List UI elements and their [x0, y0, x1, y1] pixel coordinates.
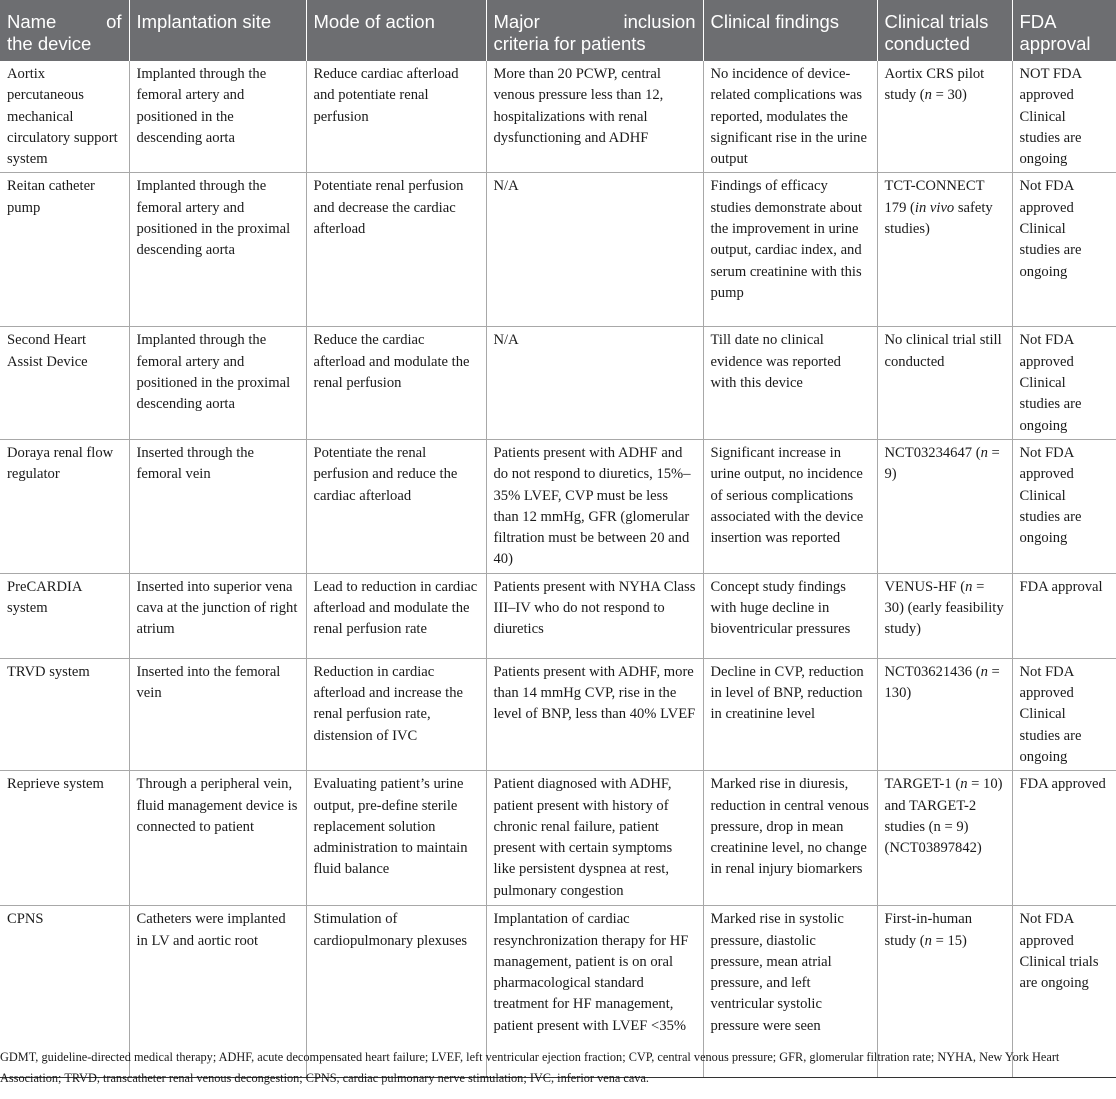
device-name-cell: Reitan catheter pump — [0, 173, 129, 327]
mode-of-action-cell: Stimulation of cardiopulmonary plexuses — [306, 906, 486, 1078]
mode-of-action-cell: Potentiate the renal perfusion and reduce the cardiac afterload — [306, 439, 486, 573]
implantation-site-cell: Through a peripheral vein, fluid management device is connected to patient — [129, 771, 306, 906]
device-name-cell: Aortix percutaneous mechanical circulatory support system — [0, 61, 129, 173]
header-device-name: Name of the device — [0, 0, 129, 61]
mode-of-action-cell: Potentiate renal perfusion and decrease the cardiac afterload — [306, 173, 486, 327]
mode-of-action-cell: Reduce cardiac afterload and potentiate renal perfusion — [306, 61, 486, 173]
inclusion-criteria-cell: N/A — [486, 173, 703, 327]
fda-approval-cell: FDA approval — [1012, 573, 1116, 658]
header-fda-approval: FDA approval — [1012, 0, 1116, 61]
implantation-site-cell: Inserted into superior vena cava at the junction of right atrium — [129, 573, 306, 658]
clinical-findings-cell: Marked rise in systolic pressure, diastolic pressure, mean atrial pressure, and left ventricular systolic pressure were seen — [703, 906, 877, 1078]
fda-approval-cell: Not FDA approved Clinical studies are ongoing — [1012, 173, 1116, 327]
clinical-findings-cell: Marked rise in diuresis, reduction in central venous pressure, drop in mean creatinine level, no change in renal injury biomarkers — [703, 771, 877, 906]
clinical-trials-cell: Aortix CRS pilot study (n = 30) — [877, 61, 1012, 173]
implantation-site-cell: Inserted through the femoral vein — [129, 439, 306, 573]
inclusion-criteria-cell: N/A — [486, 327, 703, 439]
table-row — [0, 327, 1116, 439]
header-inclusion-criteria: Major inclusion criteria for patients — [486, 0, 703, 61]
clinical-findings-cell: Findings of efficacy studies demonstrate about the improvement in urine output, cardiac index, and serum creatinine with this pump — [703, 173, 877, 327]
clinical-findings-cell: No incidence of device-related complications was reported, modulates the significant rise in the urine output — [703, 61, 877, 173]
clinical-trials-cell: TARGET-1 (n = 10) and TARGET-2 studies (n = 9) (NCT03897842) — [877, 771, 1012, 906]
clinical-trials-cell: First-in-human study (n = 15) — [877, 906, 1012, 1078]
clinical-trials-cell: NCT03234647 (n = 9) — [877, 439, 1012, 573]
table-row — [0, 573, 1116, 658]
inclusion-criteria-cell: Patient diagnosed with ADHF, patient present with history of chronic renal failure, patient present with certain symptoms like persistent dyspnea at rest, pulmonary congestion — [486, 771, 703, 906]
device-name-cell: Second Heart Assist Device — [0, 327, 129, 439]
mode-of-action-cell: Evaluating patient’s urine output, pre-define sterile replacement solution administration to maintain fluid balance — [306, 771, 486, 906]
header-clinical-findings: Clinical findings — [703, 0, 877, 61]
clinical-findings-cell: Till date no clinical evidence was reported with this device — [703, 327, 877, 439]
clinical-findings-cell: Concept study findings with huge decline in bioventricular pressures — [703, 573, 877, 658]
implantation-site-cell: Implanted through the femoral artery and positioned in the proximal descending aorta — [129, 327, 306, 439]
table-header — [0, 0, 1116, 61]
inclusion-criteria-cell: Patients present with ADHF and do not respond to diuretics, 15%–35% LVEF, CVP must be less than 12 mmHg, GFR (glomerular filtration must be between 20 and 40) — [486, 439, 703, 573]
inclusion-criteria-cell: More than 20 PCWP, central venous pressure less than 12, hospitalizations with renal dysfunctioning and ADHF — [486, 61, 703, 173]
fda-approval-cell: Not FDA approved Clinical studies are ongoing — [1012, 658, 1116, 770]
fda-approval-cell: Not FDA approved Clinical studies are ongoing — [1012, 327, 1116, 439]
clinical-trials-cell: VENUS-HF (n = 30) (early feasibility study) — [877, 573, 1012, 658]
implantation-site-cell: Implanted through the femoral artery and positioned in the proximal descending aorta — [129, 173, 306, 327]
clinical-trials-cell: No clinical trial still conducted — [877, 327, 1012, 439]
table-row — [0, 439, 1116, 573]
inclusion-criteria-cell: Patients present with ADHF, more than 14 mmHg CVP, rise in the level of BNP, less than 40% LVEF — [486, 658, 703, 770]
clinical-trials-cell: TCT-CONNECT 179 (in vivo safety studies) — [877, 173, 1012, 327]
table-row — [0, 771, 1116, 906]
inclusion-criteria-cell: Implantation of cardiac resynchronization therapy for HF management, patient is on oral pharmacological standard treatment for HF management, patient present with LVEF <35% — [486, 906, 703, 1078]
clinical-findings-cell: Decline in CVP, reduction in level of BNP, reduction in creatinine level — [703, 658, 877, 770]
header-implantation-site: Implantation site — [129, 0, 306, 61]
table-row — [0, 173, 1116, 327]
fda-approval-cell: Not FDA approved Clinical trials are ongoing — [1012, 906, 1116, 1078]
mode-of-action-cell: Reduction in cardiac afterload and increase the renal perfusion rate, distension of IVC — [306, 658, 486, 770]
implantation-site-cell: Inserted into the femoral vein — [129, 658, 306, 770]
inclusion-criteria-cell: Patients present with NYHA Class III–IV who do not respond to diuretics — [486, 573, 703, 658]
fda-approval-cell: NOT FDA approved Clinical studies are ongoing — [1012, 61, 1116, 173]
clinical-trials-cell: NCT03621436 (n = 130) — [877, 658, 1012, 770]
mode-of-action-cell: Reduce the cardiac afterload and modulate the renal perfusion — [306, 327, 486, 439]
mode-of-action-cell: Lead to reduction in cardiac afterload and modulate the renal perfusion rate — [306, 573, 486, 658]
fda-approval-cell: FDA approved — [1012, 771, 1116, 906]
device-name-cell: CPNS — [0, 906, 129, 1078]
table-footnote: GDMT, guideline-directed medical therapy; ADHF, acute decompensated heart failure; LVEF, left ventricular ejection fraction; CVP, central venous pressure; GFR, glomerular filtration rate; NYHA, New York Heart Association; TRVD, transcatheter renal venous decongestion; CPNS, cardiac pulmonary nerve stimulation; IVC, inferior vena cava. — [0, 1050, 1060, 1085]
fda-approval-cell: Not FDA approved Clinical studies are ongoing — [1012, 439, 1116, 573]
clinical-findings-cell: Significant increase in urine output, no incidence of serious complications associated with the device insertion was reported — [703, 439, 877, 573]
device-name-cell: PreCARDIA system — [0, 573, 129, 658]
table-row — [0, 61, 1116, 173]
implantation-site-cell: Catheters were implanted in LV and aortic root — [129, 906, 306, 1078]
device-name-cell: Reprieve system — [0, 771, 129, 906]
implantation-site-cell: Implanted through the femoral artery and positioned in the descending aorta — [129, 61, 306, 173]
table-body — [0, 61, 1116, 1078]
header-mode-of-action: Mode of action — [306, 0, 486, 61]
table-row — [0, 658, 1116, 770]
header-clinical-trials: Clinical trials conducted — [877, 0, 1012, 61]
device-name-cell: Doraya renal flow regulator — [0, 439, 129, 573]
device-name-cell: TRVD system — [0, 658, 129, 770]
